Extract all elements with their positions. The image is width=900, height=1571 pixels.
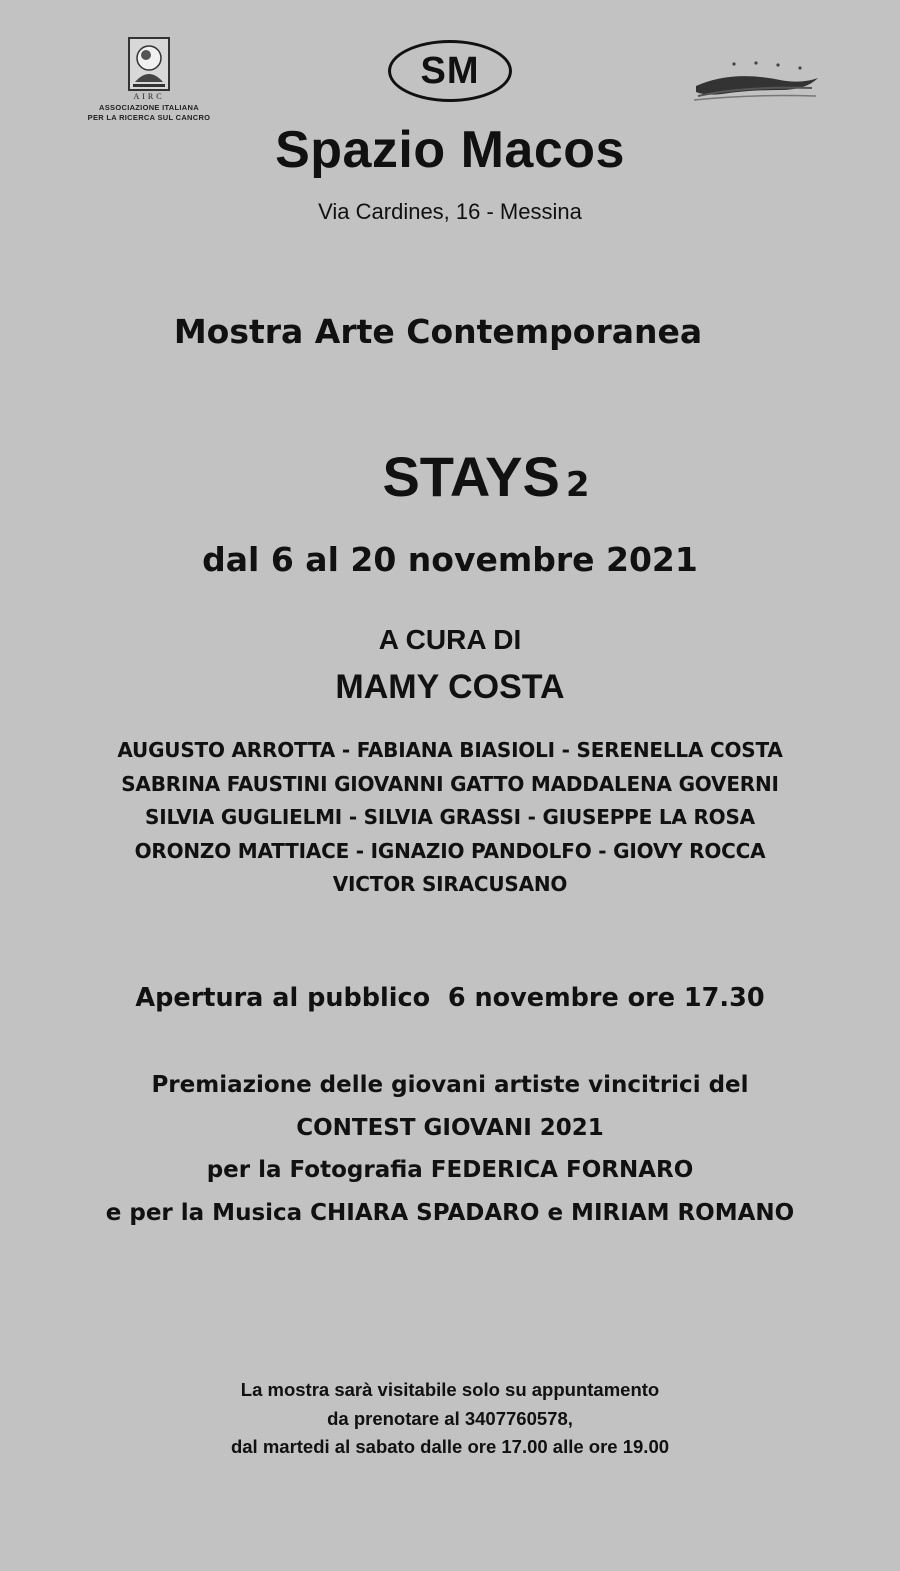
award-info <box>0 1064 900 1234</box>
exhibition-dates: dal 6 al 20 novembre 2021 <box>202 540 698 579</box>
curator-name: MAMY COSTA <box>335 668 565 706</box>
exhibition-type: Mostra Arte Contemporanea <box>173 312 703 351</box>
exhibition-title-text: STAYS <box>382 445 560 508</box>
visit-line: dal martedi al sabato dalle ore 17.00 alle ore 19.00 <box>230 1436 670 1457</box>
award-line: e per la Musica CHIARA SPADARO e MIRIAM ROMANO <box>105 1199 795 1226</box>
award-line: Premiazione delle giovani artiste vincitrici del <box>151 1072 749 1098</box>
artist-line: SILVIA GUGLIELMI - SILVIA GRASSI - GIUSEPPE LA ROSA <box>145 805 755 829</box>
wave-logo-icon <box>692 56 822 108</box>
airc-emblem-icon <box>127 36 171 92</box>
sm-logo-text: SM <box>420 50 480 92</box>
award-line: per la Fotografia FEDERICA FORNARO <box>206 1157 694 1183</box>
visit-info <box>0 1376 900 1462</box>
artist-line: ORONZO MATTIACE - IGNAZIO PANDOLFO - GIOVY ROCCA <box>134 838 766 863</box>
airc-name-line-2: PER LA RICERCA SUL CANCRO <box>87 113 211 122</box>
artist-line: SABRINA FAUSTINI GIOVANNI GATTO MADDALENA GOVERNI <box>121 771 779 796</box>
visit-line: La mostra sarà visitabile solo su appuntamento <box>240 1379 660 1400</box>
curator-label: A CURA DI <box>378 624 522 655</box>
visit-line: da prenotare al 3407760578, <box>327 1407 573 1429</box>
artist-line: AUGUSTO ARROTTA - FABIANA BIASIOLI - SERENELLA COSTA <box>117 738 783 762</box>
venue-name: Spazio Macos <box>275 121 625 179</box>
artist-line: VICTOR SIRACUSANO <box>332 872 568 896</box>
opening-info: Apertura al pubblico 6 novembre ore 17.30 <box>135 983 765 1013</box>
award-line: CONTEST GIOVANI 2021 <box>296 1114 604 1141</box>
venue-address: Via Cardines, 16 - Messina <box>318 199 582 224</box>
sm-logo <box>388 40 512 102</box>
exhibition-title <box>36 444 900 518</box>
airc-acronym: AIRC <box>133 92 165 101</box>
exhibition-number: 2 <box>565 465 590 505</box>
artist-list <box>0 734 900 902</box>
airc-logo <box>74 36 224 128</box>
airc-name-line-1: ASSOCIAZIONE ITALIANA <box>99 103 199 112</box>
